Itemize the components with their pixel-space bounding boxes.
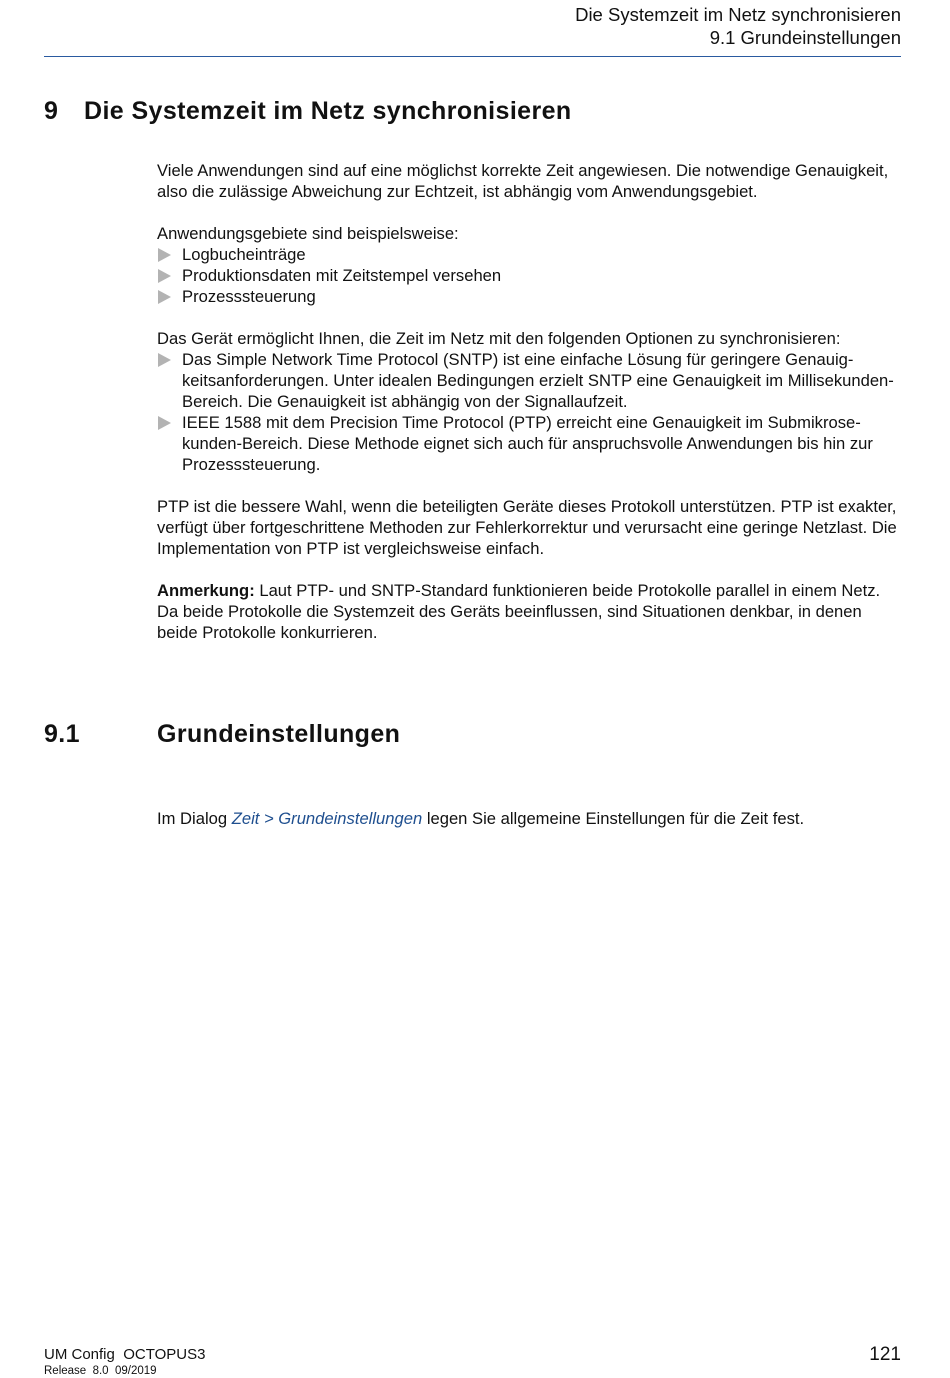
list-item [157, 265, 902, 286]
chapter-title-text: Die Systemzeit im Netz synchronisieren [84, 97, 572, 125]
section-text-before: Im Dialog [157, 809, 232, 828]
running-header-chapter: Die Systemzeit im Netz synchronisieren [575, 4, 901, 25]
list-item [157, 349, 902, 412]
footer-release: Release 8.0 09/2019 [44, 1365, 157, 1377]
section-heading [44, 720, 400, 749]
options-list [157, 349, 902, 475]
section-title-text: Grundeinstellungen [157, 720, 401, 748]
page-number: 121 [869, 1344, 901, 1365]
running-header-section: 9.1 Grundeinstellungen [709, 27, 901, 48]
intro-paragraph: Viele Anwendungen sind auf eine möglichst korrekte Zeit angewiesen. Die notwendige Genauigkeit, also die zulässige Abweichung zur Echtzeit, ist abhängig vom Anwendungsgebiet. [157, 161, 889, 201]
list-item-text: Produktionsdaten mit Zeitstempel versehen [182, 266, 502, 285]
bullet-triangle-icon [158, 269, 171, 283]
areas-list [157, 244, 902, 307]
section-body [157, 808, 902, 829]
areas-lead: Anwendungsgebiete sind beispielsweise: [157, 224, 459, 243]
header-rule [44, 56, 901, 57]
section-text-after: legen Sie allgemeine Einstellungen für die Zeit fest. [422, 809, 805, 828]
footer-document-title: UM Config OCTOPUS3 [44, 1346, 206, 1363]
note-text: Laut PTP- und SNTP-Standard funktionieren beide Protokolle parallel in einem Netz. Da beide Protokolle die Systemzeit des Geräts beeinflussen, sind Situationen denkbar, in denen beide Protokolle konkurrieren. [157, 581, 881, 642]
list-item-text: Logbucheinträge [182, 245, 306, 264]
bullet-triangle-icon [158, 290, 171, 304]
chapter-body [157, 160, 902, 643]
note-label: Anmerkung: [157, 581, 255, 600]
footer-document-info [44, 1346, 205, 1378]
chapter-heading [44, 97, 572, 126]
list-item-text: Prozesssteuerung [182, 287, 316, 306]
list-item [157, 244, 902, 265]
ptp-paragraph: PTP ist die bessere Wahl, wenn die beteiligten Geräte dieses Protokoll unterstützen. PTP ist exakter, verfügt über fortgeschrittene Methoden zur Fehlerkorrektur und verursacht eine geringe Netzlast. Die Implementation von PTP ist vergleichsweise einfach. [157, 497, 897, 558]
section-number: 9.1 [44, 720, 80, 748]
dialog-path-link[interactable]: Zeit > Grundeinstellungen [231, 809, 423, 828]
list-item [157, 412, 902, 475]
list-item [157, 286, 902, 307]
note-paragraph [157, 580, 902, 643]
bullet-triangle-icon [158, 353, 171, 367]
list-item-text: Das Simple Network Time Protocol (SNTP) ist eine einfache Lösung für geringere Genauigkeitsanforderungen. Unter idealen Bedingungen erzielt SNTP eine Genauigkeit im Millisekunden-Bereich. Die Genauigkeit ist abhängig von der Signallaufzeit. [182, 350, 894, 411]
bullet-triangle-icon [158, 416, 171, 430]
running-header [575, 3, 901, 49]
bullet-triangle-icon [158, 248, 171, 262]
list-item-text: IEEE 1588 mit dem Precision Time Protocol (PTP) erreicht eine Genauigkeit im Submikrosekunden-Bereich. Diese Methode eignet sich auch für anspruchsvolle Anwendungen bis hin zur Prozesssteuerung. [182, 413, 873, 474]
chapter-number: 9 [44, 97, 59, 125]
section-paragraph [157, 808, 902, 829]
options-lead: Das Gerät ermöglicht Ihnen, die Zeit im Netz mit den folgenden Optionen zu synchronisieren: [157, 329, 841, 348]
